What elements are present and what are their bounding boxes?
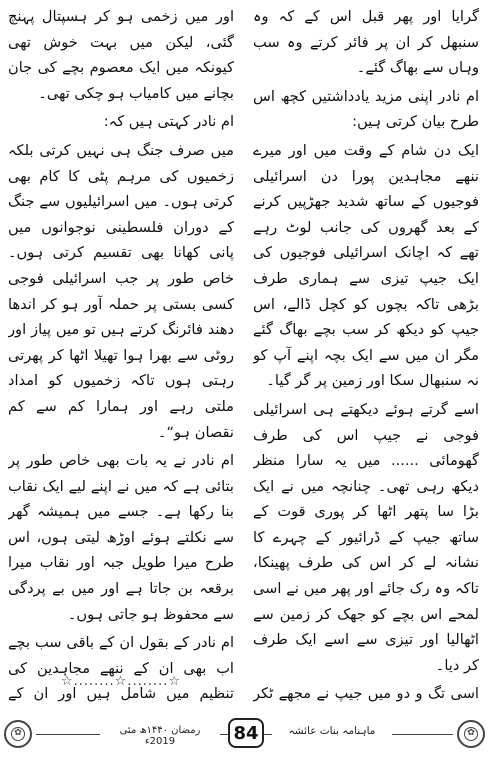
left-paragraph-5: ام نادر کے بقول ان کے باقی سب بچے اب بھی ان کے ننھے مجاہدین کی تنظیم میں شامل ہیں اور ان کے	[8, 634, 234, 703]
right-paragraph-2: ام نادر اپنی مزید یادداشتیں کچھ اس طرح بیان کرتی ہیں:	[253, 87, 479, 131]
right-paragraph-1: گرایا اور پھر قبل اس کے کہ وہ سنبھل کر ان پر فائر کرتے وہ سب وہاں سے بھاگ گئے۔	[253, 8, 479, 77]
page-footer	[0, 712, 489, 758]
flower-ornament-center: ✿	[464, 727, 478, 741]
left-paragraph-4: ام نادر نے یہ بات بھی خاص طور پر بتائی ہے کہ میں نے اپنے لیے ایک نقاب بنا رکھا ہے۔ جسے میں ہمیشہ گھر سے نکلتے ہوئے اوڑھ لیتی ہوں، اس طرح میرا طویل جبہ اور نقاب میرا برقعہ بن جاتا ہے اور میں بے پردگی سے محفوظ ہو جاتی ہوں۔	[8, 452, 234, 623]
left-paragraph-2: ام نادر کہتی ہیں کہ:	[103, 113, 234, 131]
right-paragraph-5: اسی تگ و دو میں جیپ نے مجھے ٹکر	[253, 685, 479, 703]
end-of-article-stars: ☆........☆........☆	[60, 674, 182, 689]
page-number: 84	[228, 718, 264, 748]
left-paragraph-3: میں صرف جنگ ہی نہیں کرتی بلکہ زخمیوں کی مرہم پٹی کا کام بھی کرتی ہوں۔ میں اسرائیلیوں سے جنگ کے دوران فلسطینی نوجوانوں میں پانی کھانا بھی تقسیم کرتی ہوں۔ خاص طور پر جب اسرائیلی فوجی کسی بستی پر حملہ آور ہو کر اندھا دھند فائرنگ کرتے ہیں تو میں پیاز اور روٹی سے بھرا ہوا تھیلا اٹھا کر پھرتی رہتی ہوں تاکہ زخمیوں کو امداد ملتی رہے اور ہمارا کم سے کم نقصان ہو“۔	[8, 141, 234, 441]
right-paragraph-3: ایک دن شام کے وقت میں اور میرے ننھے مجاہدین پورا دن اسرائیلی فوجیوں کے ساتھ شدید جھڑپیں کرنے کے بعد گھروں کی جانب لوٹ رہے تھے کہ اچانک اسرائیلی فوجیوں کی ایک جیپ تیزی سے ہماری طرف بڑھی تاکہ بچوں کو کچل ڈالے، اس جیپ کو دیکھ کر سب بچے بھاگ گئے مگر ان میں سے ایک بچہ اپنے آپ کو نہ سنبھال سکا اور زمین پر گر گیا۔	[253, 141, 479, 390]
flower-ornament-icon	[457, 720, 485, 748]
flower-ornament-icon	[4, 720, 32, 748]
left-paragraph-1: اور میں زخمی ہو کر ہسپتال پہنچ گئی، لیکن میں بہت خوش تھی کیونکہ میں ایک معصوم بچے کی جان بچانے میں کامیاب ہو چکی تھی۔	[8, 8, 234, 102]
right-paragraph-4: اسے گرتے ہوئے دیکھتے ہی اسرائیلی فوجی نے جیپ اس کی طرف گھومائی ...... میں یہ سارا منظر دیکھ رہی تھی۔ چنانچہ میں نے ایک بڑا سا پتھر اٹھا کر پوری قوت کے ساتھ جیپ کے ڈرائیور کے چہرے کا نشانہ لے کر اس کی طرف پھینکا، تاکہ وہ رک جائے اور پھر میں نے اسی لمحے اس بچے کو جھک کر زمین سے اٹھالیا اور تیزی سے اسے ایک طرف کر دیا۔	[253, 400, 479, 674]
issue-date: رمضان ۱۴۴۰ھ مئی 2019ء	[100, 725, 220, 747]
left-column	[8, 4, 234, 704]
magazine-title: ماہنامہ بنات عائشہ	[272, 725, 392, 737]
flower-ornament-center: ✿	[11, 727, 25, 741]
right-column	[253, 4, 479, 704]
